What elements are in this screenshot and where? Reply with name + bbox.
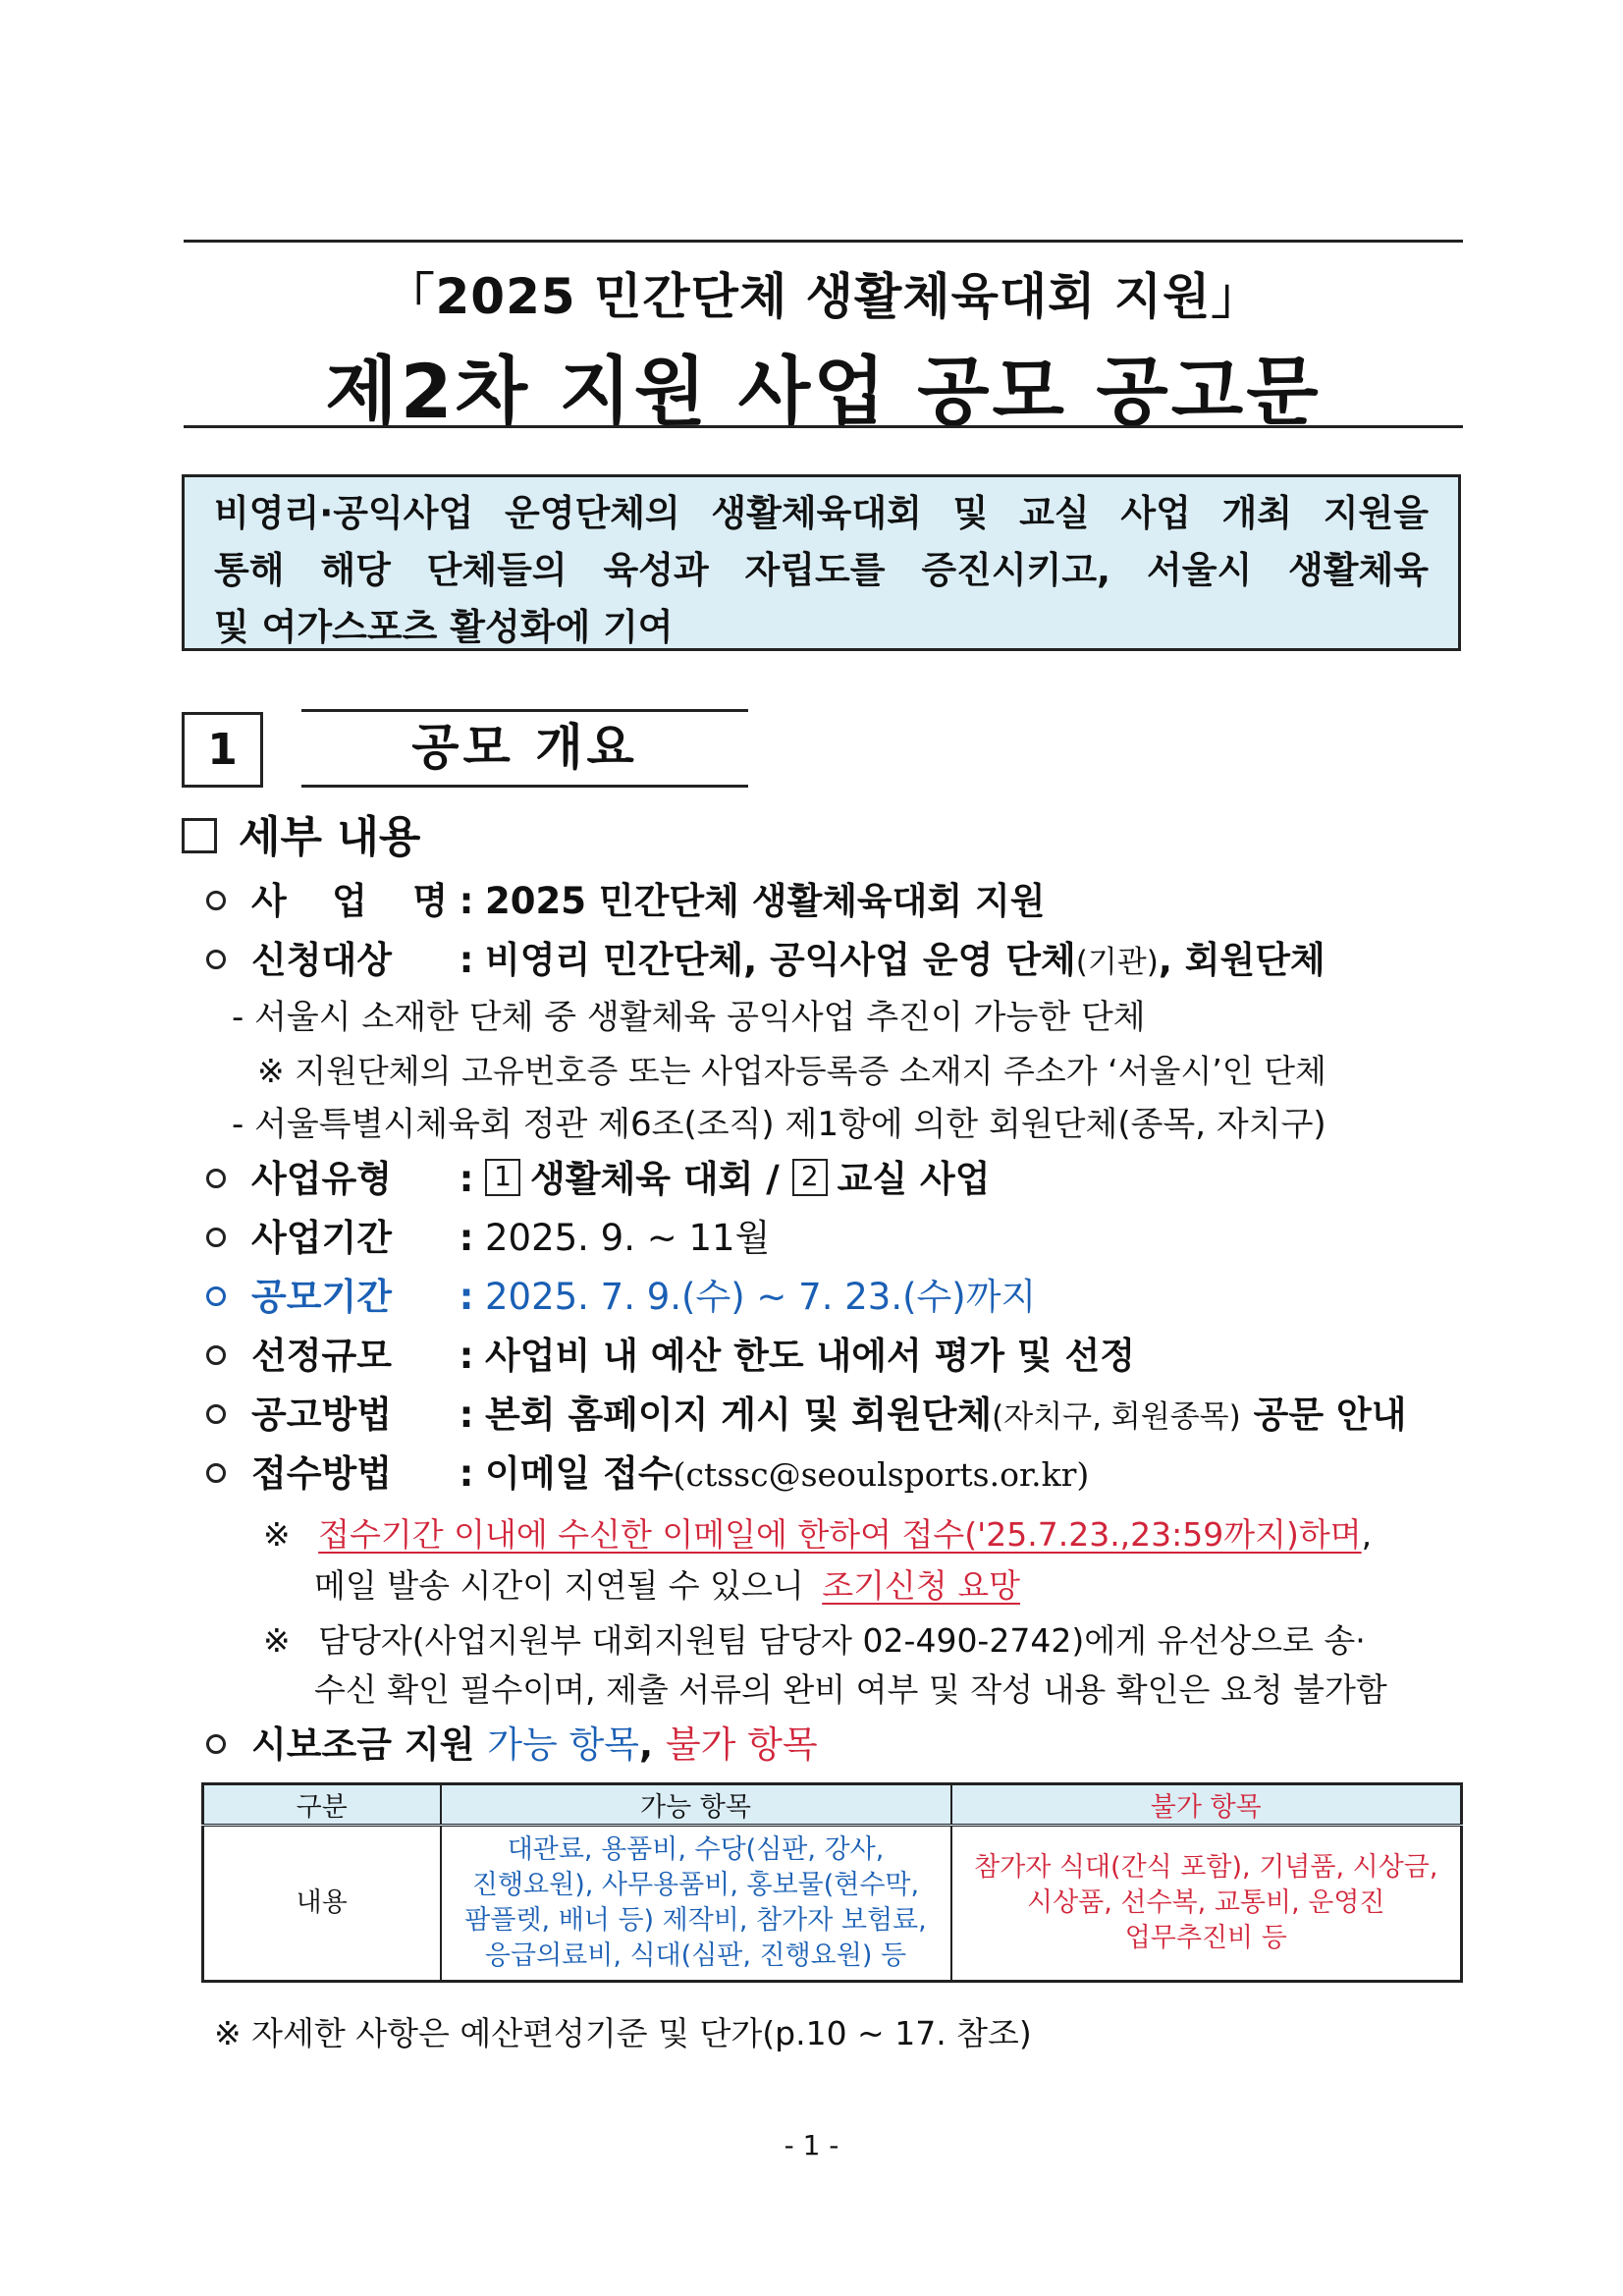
receipt-note-2-line2: 수신 확인 필수이며, 제출 서류의 완비 여부 및 작성 내용 확인은 요청 불가함 (314, 1670, 1387, 1709)
circle-bullet-icon (206, 1345, 226, 1365)
target-detail-2: - 서울특별시체육회 정관 제6조(조직) 제1항에 의한 회원단체(종목, 자치구) (232, 1105, 1326, 1144)
table-cell-label: 내용 (203, 1826, 441, 1982)
item-label: 사업기간 (251, 1217, 392, 1259)
circle-bullet-icon (206, 1734, 226, 1754)
item-label: 접수방법 (251, 1452, 392, 1495)
target-note: ※ 지원단체의 고유번호증 또는 사업자등록증 소재지 주소가 ‘서울시’인 단체 (257, 1052, 1326, 1090)
section-number: 1 (182, 712, 263, 788)
item-period: 사업기간 : 2025. 9. ~ 11월 (206, 1214, 770, 1263)
table-cell-possible: 대관료, 용품비, 수당(심판, 강사, 진행요원), 사무용품비, 홍보물(현수막, 팜플렛, 배너 등) 제작비, 참가자 보험료, 응급의료비, 식대(심판, 진행요원) 등 (441, 1826, 951, 1982)
item-label: 신청대상 (251, 939, 392, 981)
item-label: 사업유형 (251, 1158, 392, 1200)
table-header: 불가 항목 (951, 1784, 1462, 1826)
circle-bullet-icon (206, 1169, 226, 1188)
circle-bullet-icon (206, 1463, 226, 1483)
item-target: 신청대상 : 비영리 민간단체, 공익사업 운영 단체(기관), 회원단체 (206, 936, 1325, 987)
circle-bullet-icon (206, 1404, 226, 1424)
item-label: 공고방법 (251, 1394, 392, 1436)
item-apply-period: 공모기간 : 2025. 7. 9.(수) ~ 7. 23.(수)까지 (206, 1273, 1036, 1322)
item-value: 이메일 접수 (485, 1452, 674, 1495)
section-title: 공모 개요 (301, 709, 748, 788)
bottom-rule (184, 425, 1463, 428)
table-cell-impossible: 참가자 식대(간식 포함), 기념품, 시상금, 시상품, 선수복, 교통비, 운영진 업무추진비 등 (951, 1826, 1462, 1982)
top-rule (184, 240, 1463, 243)
circle-bullet-icon (206, 1286, 226, 1306)
item-project-name: 사 업 명 : 2025 민간단체 생활체육대회 지원 (206, 877, 1046, 926)
subheading (182, 810, 420, 865)
item-value: 2025 민간단체 생활체육대회 지원 (485, 880, 1046, 922)
item-scale: 선정규모 : 사업비 내 예산 한도 내에서 평가 및 선정 (206, 1332, 1135, 1381)
item-label: 선정규모 (251, 1335, 392, 1377)
item-receipt: 접수방법 : 이메일 접수(ctssc@seoulsports.or.kr) (206, 1449, 1089, 1500)
circle-bullet-icon (206, 891, 226, 910)
email-address: (ctssc@seoulsports.or.kr) (673, 1455, 1090, 1494)
purpose-line: 비영리·공익사업 운영단체의 생활체육대회 및 교실 사업 개최 지원을 (214, 492, 1429, 534)
purpose-line: 및 여가스포츠 활성화에 기여 (214, 606, 674, 648)
item-type: 사업유형 : 1 생활체육 대회 / 2 교실 사업 (206, 1155, 991, 1204)
page-number: - 1 - (784, 2129, 839, 2161)
circle-bullet-icon (206, 950, 226, 969)
item-notice: 공고방법 : 본회 홈페이지 게시 및 회원단체(자치구, 회원종목) 공문 안내 (206, 1391, 1406, 1442)
item-label: 시보조금 지원 (251, 1723, 475, 1766)
item-value: 2025. 9. ~ 11월 (485, 1217, 771, 1259)
document-title-line1: 「2025 민간단체 생활체육대회 지원」 (385, 268, 1262, 325)
item-value: 사업비 내 예산 한도 내에서 평가 및 선정 (485, 1335, 1136, 1377)
subsidy-table (201, 1782, 1463, 1983)
receipt-note-1: ※ 접수기간 이내에 수신한 이메일에 한하여 접수('25.7.23.,23:59까지)하며, (263, 1515, 1373, 1554)
item-label: 사 업 명 (251, 880, 448, 922)
purpose-line: 통해 해당 단체들의 육성과 자립도를 증진시키고, 서울시 생활체육 (214, 549, 1429, 591)
target-detail-1: - 서울시 소재한 단체 중 생활체육 공익사업 추진이 가능한 단체 (232, 998, 1146, 1037)
purpose-box (182, 474, 1461, 651)
item-value: 2025. 7. 9.(수) ~ 7. 23.(수)까지 (485, 1276, 1037, 1318)
item-label: 공모기간 (251, 1276, 392, 1318)
item-subsidy: 시보조금 지원 가능 항목, 불가 항목 (206, 1721, 818, 1770)
item-value: 비영리 민간단체, 공익사업 운영 단체 (485, 939, 1076, 981)
circle-bullet-icon (206, 1228, 226, 1247)
number-box-2: 2 (792, 1159, 828, 1196)
number-box-1: 1 (485, 1159, 520, 1196)
subheading-label: 세부 내용 (239, 812, 421, 862)
footer-note: ※ 자세한 사항은 예산편성기준 및 단가(p.10 ~ 17. 참조) (214, 2014, 1032, 2052)
item-value: 본회 홈페이지 게시 및 회원단체 (485, 1394, 993, 1436)
receipt-note-1-line2: 메일 발송 시간이 지연될 수 있으니 조기신청 요망 (314, 1566, 1021, 1605)
table-header: 구분 (203, 1784, 441, 1826)
document-title-line2: 제2차 지원 사업 공모 공고문 (325, 348, 1322, 435)
table-header: 가능 항목 (441, 1784, 951, 1826)
receipt-note-2: ※ 담당자(사업지원부 대회지원팀 담당자 02-490-2742)에게 유선상으로 송· (263, 1621, 1366, 1660)
table-row (203, 1826, 1462, 1982)
checkbox-square-icon (182, 818, 217, 853)
table-header-row (203, 1784, 1462, 1826)
